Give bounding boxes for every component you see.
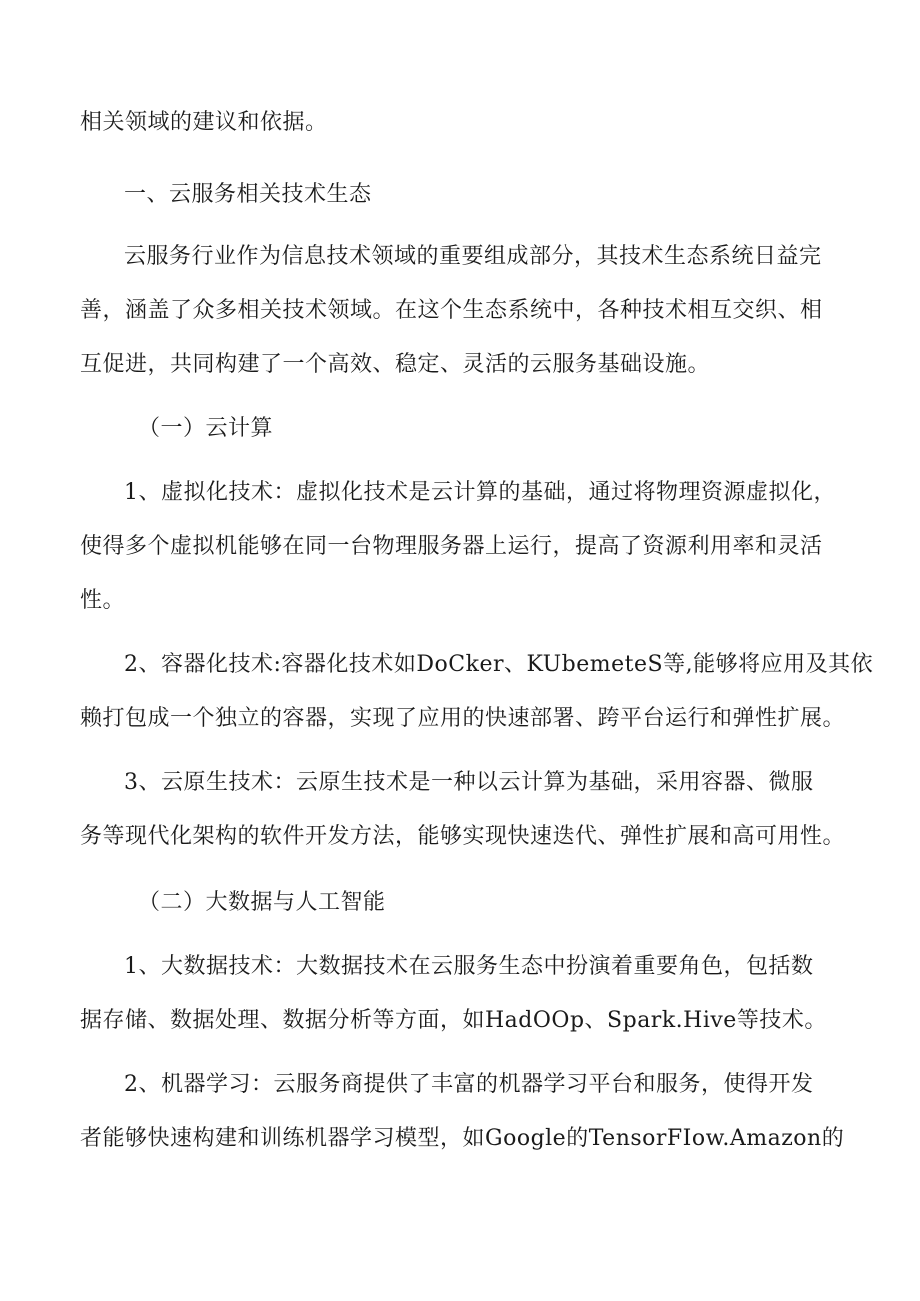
section-heading: 一、云服务相关技术生态 — [124, 182, 372, 207]
paragraph-line: 云服务行业作为信息技术领域的重要组成部分，其技术生态系统日益完 — [124, 244, 822, 269]
paragraph-line: 1、大数据技术：大数据技术在云服务生态中扮演着重要角色，包括数 — [124, 954, 814, 979]
paragraph-line: 相关领域的建议和依据。 — [80, 110, 328, 135]
paragraph-line: 据存储、数据处理、数据分析等方面，如HadOOp、Spark.Hive等技术。 — [80, 1008, 827, 1033]
paragraph-line: 务等现代化架构的软件开发方法，能够实现快速迭代、弹性扩展和高可用性。 — [80, 824, 846, 849]
paragraph-line: 者能够快速构建和训练机器学习模型，如Google的TensorFIow.Amazon的 — [80, 1126, 845, 1151]
subsection-heading: （二）大数据与人工智能 — [138, 890, 386, 915]
paragraph-line: 善，涵盖了众多相关技术领域。在这个生态系统中，各种技术相互交织、相 — [80, 298, 823, 323]
paragraph-line: 2、机器学习：云服务商提供了丰富的机器学习平台和服务，使得开发 — [124, 1072, 814, 1097]
paragraph-line: 1、虚拟化技术：虚拟化技术是云计算的基础，通过将物理资源虚拟化， — [124, 480, 836, 505]
subsection-heading: （一）云计算 — [138, 416, 274, 441]
paragraph-line: 3、云原生技术：云原生技术是一种以云计算为基础，采用容器、微服 — [124, 770, 814, 795]
paragraph-line: 赖打包成一个独立的容器，实现了应用的快速部署、跨平台运行和弹性扩展。 — [80, 706, 846, 731]
paragraph-line: 互促进，共同构建了一个高效、稳定、灵活的云服务基础设施。 — [80, 352, 711, 377]
paragraph-line: 性。 — [80, 588, 126, 613]
paragraph-line: 使得多个虚拟机能够在同一台物理服务器上运行，提高了资源利用率和灵活 — [80, 534, 823, 559]
paragraph-line: 2、容器化技术:容器化技术如DoCker、KUbemeteS等,能够将应用及其依 — [124, 652, 874, 677]
